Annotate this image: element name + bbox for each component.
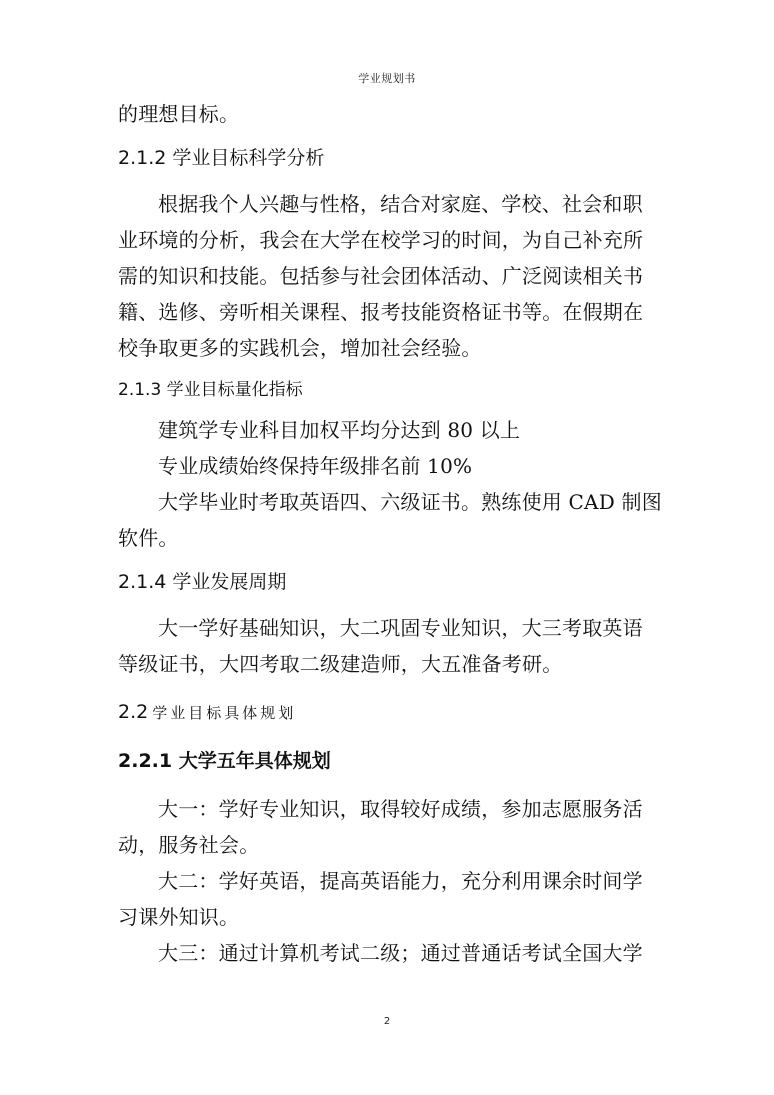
intro-line: 的理想目标。 [118, 102, 240, 126]
heading-2-2 [118, 694, 663, 731]
metric-line-gpa: 建筑学专业科目加权平均分达到 80 以上 [158, 418, 521, 442]
paragraph-line: 业环境的分析，我会在大学在校学习的时间，为自己补充所 [118, 228, 644, 252]
page-content [118, 96, 663, 971]
list-2-1-3 [118, 412, 663, 556]
page-number: 2 [383, 1016, 391, 1027]
year-two-line-cont: 习课外知识。 [118, 905, 240, 929]
paragraph-2-2-1 [118, 791, 663, 971]
heading-2-2-number: 2.2 [118, 701, 149, 723]
heading-2-2-title: 学业目标具体规划 [152, 704, 297, 722]
paragraph-line: 需的知识和技能。包括参与社会团体活动、广泛阅读相关书 [118, 264, 644, 288]
heading-2-1-2: 2.1.2 学业目标科学分析 [118, 147, 325, 169]
year-two-line: 大二：学好英语，提高英语能力，充分利用课余时间学 [158, 869, 643, 893]
paragraph-line: 籍、选修、旁听相关课程、报考技能资格证书等。在假期在 [118, 300, 644, 324]
heading-2-1-3: 2.1.3 学业目标量化指标 [118, 380, 303, 400]
paragraph-2-1-4 [118, 610, 663, 682]
metric-line-rank: 专业成绩始终保持年级排名前 10% [158, 454, 473, 478]
year-three-line: 大三：通过计算机考试二级；通过普通话考试全国大学 [158, 941, 643, 965]
metric-line-cert-cont: 软件。 [118, 526, 179, 550]
paragraph-line: 等级证书，大四考取二级建造师，大五准备考研。 [118, 652, 563, 676]
paragraph-line: 大一学好基础知识，大二巩固专业知识，大三考取英语 [158, 616, 643, 640]
year-one-line-cont: 动，服务社会。 [118, 833, 260, 857]
heading-2-1-4: 2.1.4 学业发展周期 [118, 571, 287, 593]
paragraph-line: 校争取更多的实践机会，增加社会经验。 [118, 336, 482, 360]
year-one-line: 大一：学好专业知识，取得较好成绩，参加志愿服务活 [158, 797, 643, 821]
running-header: 学业规划书 [358, 72, 416, 85]
heading-2-2-1: 2.2.1 大学五年具体规划 [118, 750, 331, 772]
paragraph-2-1-2 [118, 186, 663, 366]
paragraph-line: 根据我个人兴趣与性格，结合对家庭、学校、社会和职 [158, 192, 643, 216]
metric-line-cert: 大学毕业时考取英语四、六级证书。熟练使用 CAD 制图 [158, 490, 662, 514]
